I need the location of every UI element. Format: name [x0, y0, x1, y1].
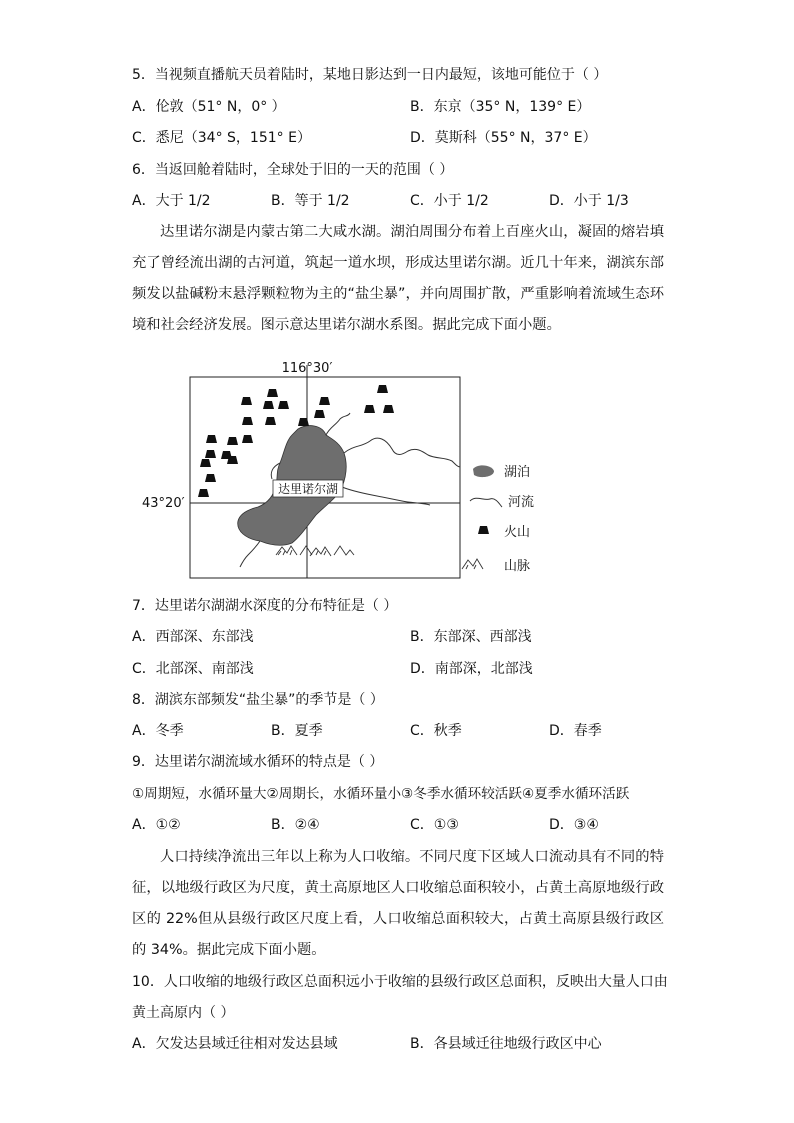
- q9-option-d: D．③④: [549, 817, 599, 833]
- legend-lake-label: 湖泊: [504, 465, 531, 480]
- q6-stem: 6．当返回舱着陆时，全球处于旧的一天的范围（ ）: [132, 162, 454, 178]
- mountain-icon: [334, 546, 354, 555]
- q7-option-d: D．南部深，北部浅: [410, 661, 533, 677]
- q8-option-a: A．冬季: [132, 723, 184, 739]
- legend-river-icon: [470, 498, 502, 507]
- q6-option-c: C．小于 1/2: [410, 193, 489, 209]
- volcano-icon: [278, 401, 289, 409]
- map-svg: [140, 355, 540, 585]
- passage-dali-nor-lake: 达里诺尔湖是内蒙古第二大咸水湖。湖泊周围分布着上百座火山，凝固的熔岩填充了曾经流出湖的古河道，筑起一道水坝，形成达里诺尔湖。近几十年来，湖滨东部频发以盐碱粉末悬浮颗粒物为主的“盐尘暴”，并向周围扩散，严重影响着流域生态环境和社会经济发展。图示意达里诺尔湖水系图。据此完成下面小题。: [132, 224, 664, 333]
- q10-stem-line1: 10．人口收缩的地级行政区总面积远小于收缩的县级行政区总面积，反映出大量人口由: [132, 974, 668, 990]
- volcano-icon: [314, 410, 325, 418]
- q6-option-b: B．等于 1/2: [271, 193, 350, 209]
- q8-stem: 8．湖滨东部频发“盐尘暴”的季节是（ ）: [132, 692, 384, 708]
- q5-option-d: D．莫斯科（55° N，37° E）: [410, 130, 597, 146]
- longitude-label: 116°30′: [281, 361, 333, 376]
- river-southwest: [240, 541, 260, 567]
- legend-volcano-label: 火山: [504, 525, 531, 540]
- river-southeast: [342, 487, 430, 505]
- q5-stem: 5．当视频直播航天员着陆时，某地日影达到一日内最短，该地可能位于（ ）: [132, 67, 608, 83]
- legend-volcano-icon: [478, 526, 489, 534]
- volcano-icon: [265, 417, 276, 425]
- volcano-icon: [200, 459, 211, 467]
- legend-river-label: 河流: [508, 495, 535, 510]
- q10-stem-line2: 黄土高原内（ ）: [132, 1005, 235, 1021]
- q10-option-b: B．各县域迁往地级行政区中心: [410, 1036, 602, 1052]
- mountain-marks: [276, 546, 354, 556]
- q5-option-c: C．悉尼（34° S，151° E）: [132, 130, 311, 146]
- q8-option-c: C．秋季: [410, 723, 462, 739]
- volcano-icon: [383, 405, 394, 413]
- mountain-icon: [300, 546, 312, 555]
- volcano-icon: [205, 474, 216, 482]
- q7-stem: 7．达里诺尔湖湖水深度的分布特征是（ ）: [132, 598, 398, 614]
- q7-option-c: C．北部深、南部浅: [132, 661, 254, 677]
- q7-option-a: A．西部深、东部浅: [132, 629, 254, 645]
- legend-mountain-label: 山脉: [504, 559, 531, 574]
- volcano-icon: [242, 435, 253, 443]
- legend-mountain-icon: [462, 559, 483, 569]
- legend-lake-icon: [473, 465, 494, 477]
- passage-population-shrinkage: 人口持续净流出三年以上称为人口收缩。不同尺度下区域人口流动具有不同的特征，以地级行政区为尺度，黄土高原地区人口收缩总面积较小，占黄土高原地级行政区的 22%但从县级行政区尺度上看，人口收缩总面积较大，占黄土高原县级行政区的 34%。据此完成下面小题。: [132, 849, 664, 958]
- volcano-icon: [364, 405, 375, 413]
- q5-option-a: A．伦敦（51° N，0° ）: [132, 99, 286, 115]
- q10-option-a: A．欠发达县域迁往相对发达县域: [132, 1036, 338, 1052]
- volcano-icon: [242, 417, 253, 425]
- q9-option-a: A．①②: [132, 817, 181, 833]
- volcano-icon: [267, 389, 278, 397]
- q6-option-a: A．大于 1/2: [132, 193, 211, 209]
- volcano-icon: [263, 401, 274, 409]
- volcano-icon: [227, 437, 238, 445]
- volcano-icon: [241, 397, 252, 405]
- lake-water-system-map: [140, 355, 540, 585]
- q5-option-b: B．东京（35° N，139° E）: [410, 99, 591, 115]
- q9-option-b: B．②④: [271, 817, 320, 833]
- volcano-icon: [319, 397, 330, 405]
- lake-name-label: 达里诺尔湖: [277, 482, 339, 496]
- river-northeast: [326, 413, 350, 435]
- q9-option-c: C．①③: [410, 817, 459, 833]
- q8-option-b: B．夏季: [271, 723, 323, 739]
- volcano-icon: [377, 385, 388, 393]
- q8-option-d: D．春季: [549, 723, 602, 739]
- mountain-icon: [310, 547, 331, 556]
- q7-option-b: B．东部深、西部浅: [410, 629, 532, 645]
- q6-option-d: D．小于 1/3: [549, 193, 629, 209]
- volcano-icon: [205, 450, 216, 458]
- latitude-label: 43°20′: [142, 496, 185, 511]
- q9-items: ①周期短，水循环量大②周期长，水循环量小③冬季水循环较活跃④夏季水循环活跃: [132, 786, 630, 802]
- volcano-icon: [206, 435, 217, 443]
- q9-stem: 9．达里诺尔湖流域水循环的特点是（ ）: [132, 754, 384, 770]
- river-east: [344, 438, 460, 467]
- volcano-icon: [198, 489, 209, 497]
